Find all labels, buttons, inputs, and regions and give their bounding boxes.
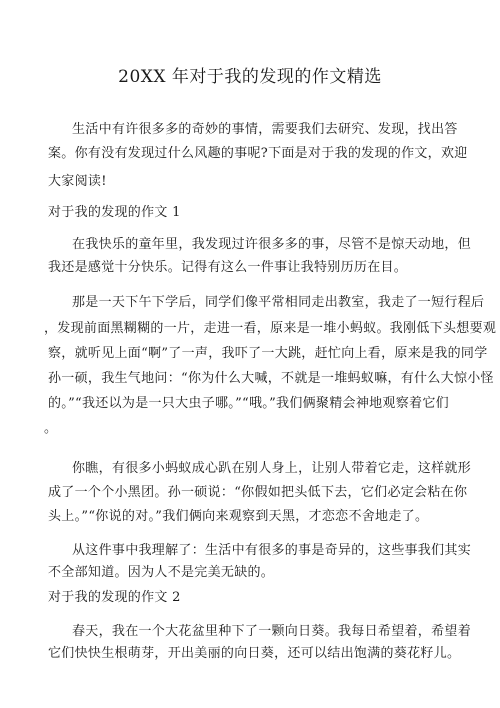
document-title: 20XX 年对于我的发现的作文精选 bbox=[118, 67, 382, 87]
essay1-p2-line-1: 那是一天下午下学后，同学们像平常相同走出教室，我走了一短行程后 bbox=[72, 295, 485, 310]
essay2-heading: 对于我的发现的作文 2 bbox=[48, 590, 181, 605]
essay2-p1-line-1: 春天，我在一个大花盆里种下了一颗向日葵。我每日希望着，希望着 bbox=[72, 624, 472, 639]
essay1-p2-line-6: 。 bbox=[44, 421, 58, 436]
essay1-p3-line-2: 成了一个个小黑团。孙一硕说：“你假如把头低下去，它们必定会粘在你 bbox=[48, 485, 468, 500]
essay1-p2-line-2: ，发现前面黑糊糊的一片，走进一看，原来是一堆小蚂蚁。我刚低下头想要观 bbox=[44, 321, 497, 336]
intro-line-3: 大家阅读! bbox=[48, 174, 107, 189]
essay1-p4-line-1: 从这件事中我理解了：生活中有很多的事是奇异的，这些事我们其实 bbox=[72, 543, 472, 558]
essay1-p2-line-5: 的。”“我还以为是一只大虫子哪。”“哦。”我们俩聚精会神地观察着它们 bbox=[48, 396, 449, 411]
essay1-heading: 对于我的发现的作文 1 bbox=[48, 205, 181, 220]
essay1-p4-line-2: 不全部知道。因为人不是完美无缺的。 bbox=[48, 565, 275, 580]
essay2-p1-line-2: 它们快快生根萌芽，开出美丽的向日葵，还可以结出饱满的葵花籽儿。 bbox=[48, 646, 461, 661]
essay1-p2-line-3: 察，就听见上面“啊”了一声，我吓了一大跳，赶忙向上看，原来是我的同学 bbox=[48, 346, 488, 361]
essay1-p1-line-1: 在我快乐的童年里，我发现过许很多多的事，尽管不是惊天动地，但 bbox=[72, 237, 472, 252]
intro-line-1: 生活中有许很多多的奇妙的事情，需要我们去研究、发现，找出答 bbox=[72, 122, 458, 137]
essay1-p3-line-1: 你瞧，有很多小蚂蚁成心趴在别人身上，让别人带着它走，这样就形 bbox=[72, 461, 472, 476]
essay1-p3-line-3: 头上。”“你说的对。”我们俩向来观察到天黑，才恋恋不舍地走了。 bbox=[48, 509, 429, 524]
intro-line-2: 案。你有没有发现过什么风趣的事呢?下面是对于我的发现的作文，欢迎 bbox=[48, 146, 468, 161]
essay1-p1-line-2: 我还是感觉十分快乐。记得有这么一件事让我特别历历在目。 bbox=[48, 260, 408, 275]
essay1-p2-line-4: 孙一硕，我生气地问：“你为什么大喊，不就是一堆蚂蚁嘛，有什么大惊小怪 bbox=[48, 371, 494, 386]
